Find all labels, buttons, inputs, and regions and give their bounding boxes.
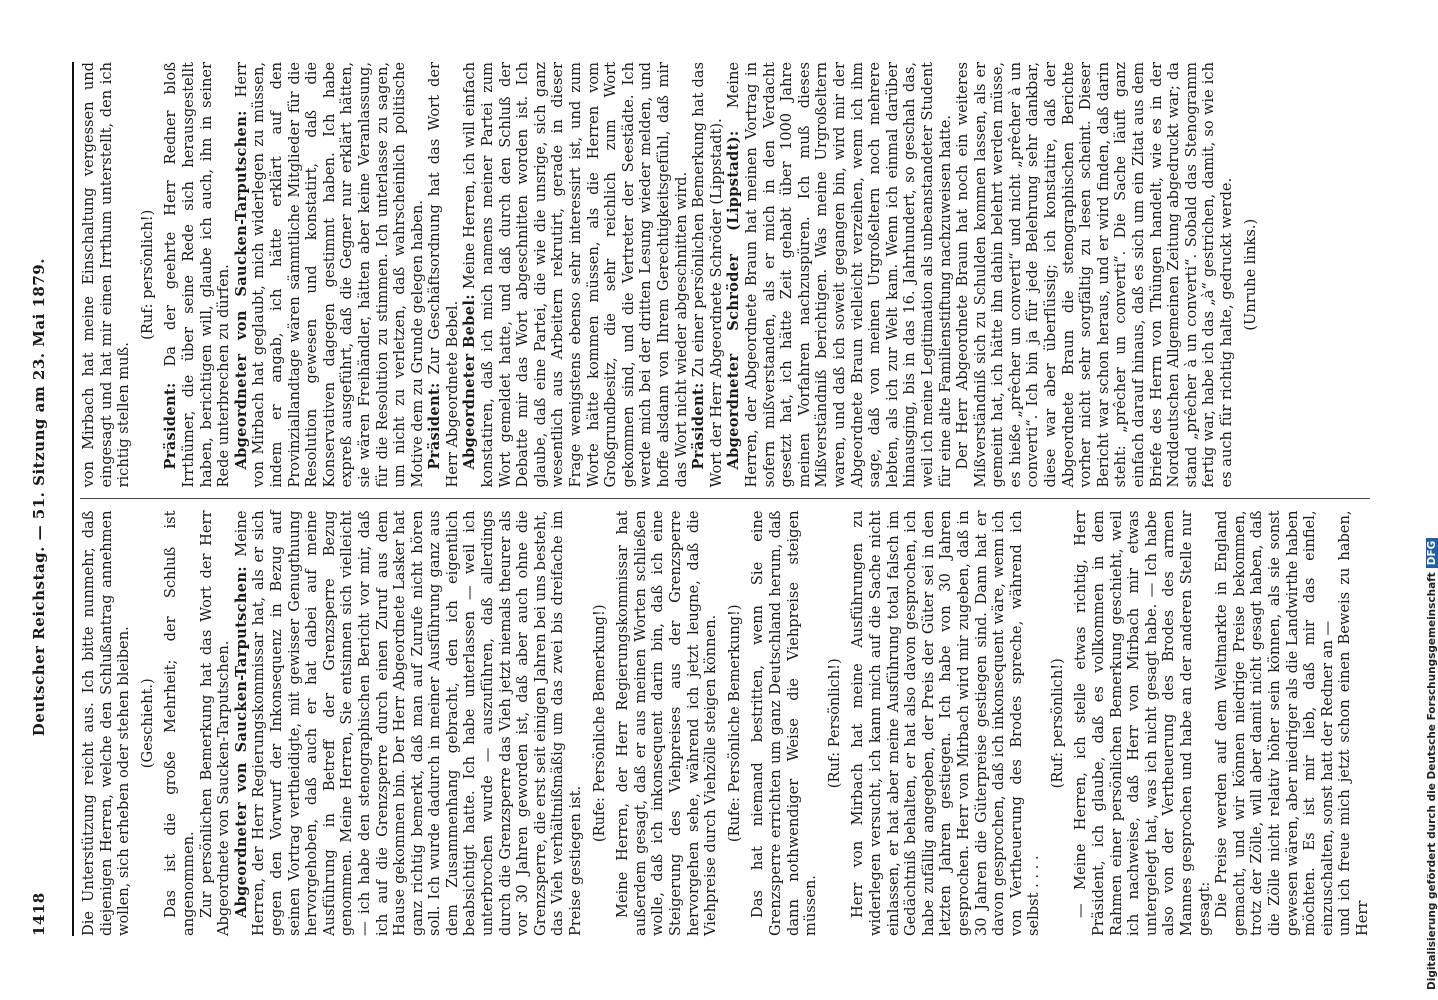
credit-line — [1426, 538, 1438, 990]
speech-text: Zu einer persönlichen Bemerkung hat das Wort der Herr Abgeordnete Schröder (Lippstadt). — [690, 62, 725, 488]
speech-text: Zur Geschäftsordnung hat das Wort der Herr Abgeordnete Bebel. — [426, 62, 461, 488]
running-title: Deutscher Reichstag. — 51. Sitzung am 23. Mai 1879. — [30, 258, 48, 737]
paragraph: Die Preise werden auf dem Weltmarkte in England gemacht, und wir können niedrige Preise bekommen, trotz der Zölle, will aber damit nicht gesagt haben, daß die Zölle nicht relativ höher sein können, als sie sonst gewesen wären, aber niedriger als die Landwirthe haben möchten. Es ist mir lieb, daß mir das einfiel, einzuschalten, sonst hatt der Redner an — — [1213, 510, 1336, 936]
interjection: (Geschieht.) — [138, 678, 156, 769]
speech-text: Meine Herren, ich will einfach konstatiren, daß ich mich namens meiner Partei zum Wort gemeldet hatte, und daß durch den Schluß der Debatte mir das Wort abgeschnitten worden ist. Ich glaube, daß eine Partei, die wie die unsrige, sich ganz wesentlich aus Arbeitern rekrutirt, gerade in dieser Frage wenigstens ebenso sehr interessirt ist, und zum Worte hätte kommen müssen, als die Herren vom Großgrundbesitz, die sehr reichlich zum Wort gekommen sind, und die Vertreter der Seestädte. Ich werde mich bei der dritten Lesung wieder melden, und hoffe alsdann von Ihrem Gerechtigkeitsgefühl, daß mir das Wort nicht wieder abgeschnitten wird. — [461, 61, 690, 488]
speech — [162, 62, 232, 488]
speech-text: Herr von Mirbach hat geglaubt, mich widerlegen zu müssen, indem er angab, ich hätte erklärt auf den Provinziallandtage wären sämmtliche Mitglieder für die Resolution gewesen und konstatirt, daß die Konservativen dagegen gestimmt haben. Ich habe expreß ausgeführt, daß die Gegner nur erklärt hätten, sie wären Freihändler, hätten aber keine Veranlassung, für die Resolution zu stimmen. Ich unterlasse zu sagen, um nicht zu verletzen, daß wahrscheinlich politische Motive dem zu Grunde gelegen haben. — [232, 62, 426, 488]
left-column — [80, 511, 1370, 937]
paragraph: Das hat niemand bestritten, wenn Sie eine Grenzsperre errichten um ganz Deutschland herum, daß dann nothwendiger Weise die Viehpreise steigen müssen. — [749, 510, 820, 936]
speaker-name: Abgeordneter von Saucken-Tarputschen: — [232, 110, 250, 470]
text-columns — [80, 62, 1370, 936]
speech — [690, 62, 725, 488]
paragraph: — Meine Herren, ich stelle etwas richtig, Herr Präsident, ich glaube, daß es vollkommen in dem Rahmen einer persönlichen Bemerkung geschieht, weil ich nachweise, daß Herr von Mirbach mir etwas untergelegt hat, was ich nicht gesagt habe. — Ich habe also von der Vertheuerung des Brodes des armen Mannes gesprochen und habe an der anderen Stelle nur gesagt: — [1072, 510, 1213, 936]
speaker-name: Abgeordneter Bebel: — [461, 294, 479, 470]
speech — [461, 62, 690, 488]
interjection: (Unruhe links.) — [1241, 218, 1259, 331]
paragraph: Zur persönlichen Bemerkung hat das Wort der Herr Abgeordnete von Saucken-Tarputschen. — [197, 510, 233, 936]
digitization-credit — [1408, 0, 1438, 1000]
dfg-logo: DFG — [1426, 538, 1438, 569]
page-number: 1418 — [30, 892, 48, 936]
speaker-name: Präsident: — [162, 382, 180, 470]
speech — [233, 511, 585, 937]
speech — [426, 62, 461, 488]
speaker-name: Präsident: — [426, 382, 444, 470]
paragraph: Meine Herren, der Herr Regierungskommissar hat außerdem gesagt, daß er aus meinen Worten schließen wolle, daß ich inkonsequent darin bin, daß ich eine Steigerung des Viehpreises aus der Grenzsperre hervorgehen sehe, während ich jetzt leugne, daß die Viehpreise durch Viehzölle steigen können. — [614, 510, 720, 936]
interjection: (Rufe: Persönliche Bemerkung!) — [725, 604, 743, 843]
speech — [233, 62, 427, 488]
paragraph: Herr von Mirbach hat meine Ausführungen zu widerlegen versucht, ich kann mich auf die Sache nicht einlassen, er hat aber meine Ausführung total falsch im Gedächtniß behalten, er hat also davon gesprochen, ich habe zufällig angegeben, der Preis der Güter sei in den letzten Jahren gestiegen. Ich habe von 30 Jahren gesprochen. Herr von Mirbach wird mir zugeben, daß in 30 Jahren die Güterpreise gestiegen sind. Dann hat er davon gesprochen, daß ich inkonsequent wäre, wenn ich von Vertheuerung des Brodes spreche, während ich selbst . . . . — [849, 510, 1043, 936]
speech-text: Meine Herren, der Herr Regierungskommissar hat, als er sich gegen den Vorwurf der Inkonsequenz in Bezug auf seinen Vortrag vertheidigte, mit gewisser Genugthuung hervorgehoben, daß auch er hat dabei auf meine Ausführung in Betreff der Grenzsperre Bezug genommen. Meine Herren, Sie entsinnen sich vielleicht — ich habe den stenographischen Bericht vor mir, daß ich auf die Grenzsperre durch einen Zuruf aus dem Hause gekommen bin. Der Herr Abgeordnete Lasker hat ganz richtig bemerkt, daß man auf Zurufe nicht hören soll. Ich wurde dadurch in meiner Ausführung ganz aus dem Zusammenhang gebracht, den ich eigentlich beabsichtigt hatte. Ich habe unterlassen — weil ich unterbrochen wurde — auszuführen, daß allerdings durch die Grenzsperre das Vieh jetzt niemals theurer als vor 30 Jahren geworden ist, daß aber auch ohne die Grenzsperre, die erst seit einigen Jahren bei uns besteht, das Vieh verhältnißmäßig um das zwei bis dreifache im Preise gestiegen ist. — [232, 510, 585, 936]
interjection: (Ruf: persönlich!) — [138, 209, 156, 340]
speaker-name: Abgeordneter Schröder (Lippstadt): — [725, 130, 743, 470]
speech-text: Meine Herren, der Abgeordnete Braun hat meinen Vortrag in sofern mißverstanden, als er mich in den Verdacht gesetzt hat, ich hätte Zeit gehabt über 1000 Jahre meinen Vorfahren nachzuspüren. Ich muß dieses Mißverständniß berichtigen. Was meine Urgroßeltern waren, und daß ich soweit gegangen bin, wird mir der Abgeordnete Braun vielleicht verzeihen, wenn ich ihm sage, daß von meinen Urgroßeltern noch mehrere lebten, als ich zur Welt kam. Wenn ich einmal darüber hinausging, bis in das 16. Jahrhundert, so geschah das, weil ich meine Legitimation als unbeanstandeter Student für eine alte Familienstiftung nachzuweisen hatte. — [725, 62, 954, 488]
paragraph: Der Herr Abgeordnete Braun hat noch ein weiteres Mißverständniß sich zu Schulden kommen lassen, als er gemeint hat, ich hätte ihn dahin belehrt werden müsse, es hieße „prêcher un converti“ und nicht „prêcher à un converti“. Ich bin ja für jede Belehrung sehr dankbar, diese war aber überflüssig; ich konstatire, daß der Abgeordnete Braun die stenographischen Berichte vorher nicht sehr sorgfältig zu lesen scheint. Dieser Bericht war schon heraus, und er wird finden, daß darin steht: „prêcher un converti“. Die Sache läuft ganz einfach darauf hinaus, daß es sich um ein Zitat aus dem Briefe des Herrn von Thüngen handelt, wie es in der Norddeutschen Allgemeinen Zeitung abgedruckt war; da stand „prêcher à un converti“. Sobald das Stenogramm fertig war, habe ich das „à“ gestrichen, damit, so wie ich es auch für richtig halte, gedruckt werde. — [954, 62, 1235, 488]
speaker-name: Präsident: — [690, 382, 708, 470]
paragraph: Das ist die große Mehrheit; der Schluß ist angenommen. — [162, 510, 197, 936]
page-header — [30, 62, 70, 936]
interjection: (Ruf: Persönlich!) — [825, 658, 843, 789]
paragraph: Die Unterstützung reicht aus. Ich bitte nunmehr, daß diejenigen Herren, welche den Schlußantrag annehmen wollen, sich erheben oder stehen bleiben. — [80, 510, 133, 936]
paragraph: und ich freue mich jetzt schon einen Beweis zu haben, Herr — [1336, 510, 1371, 936]
credit-text: Digitalisierung gefördert durch die Deutsche Forschungsgemeinschaft — [1426, 572, 1438, 990]
speech — [725, 62, 954, 488]
interjection: (Rufe: Persönliche Bemerkung!) — [590, 604, 608, 843]
header-rule — [72, 62, 74, 936]
interjection: (Ruf: persönlich!) — [1048, 658, 1066, 789]
right-column — [80, 62, 1370, 488]
speech-text: Da der geehrte Herr Redner bloß Irrthümer, die über seine Rede sich herausgestellt haben, berichtigen will, glaube ich auch, ihn in seiner Rede unterbrechen zu dürfen. — [162, 62, 233, 488]
column-divider — [80, 499, 1370, 500]
speaker-name: Abgeordneter von Saucken-Tarputschen: — [232, 566, 250, 918]
paragraph: von Mirbach hat meine Einschaltung vergessen und eingesagt und hat mir einen Irrthum unterstellt, den ich richtig stellen muß. — [80, 62, 133, 488]
